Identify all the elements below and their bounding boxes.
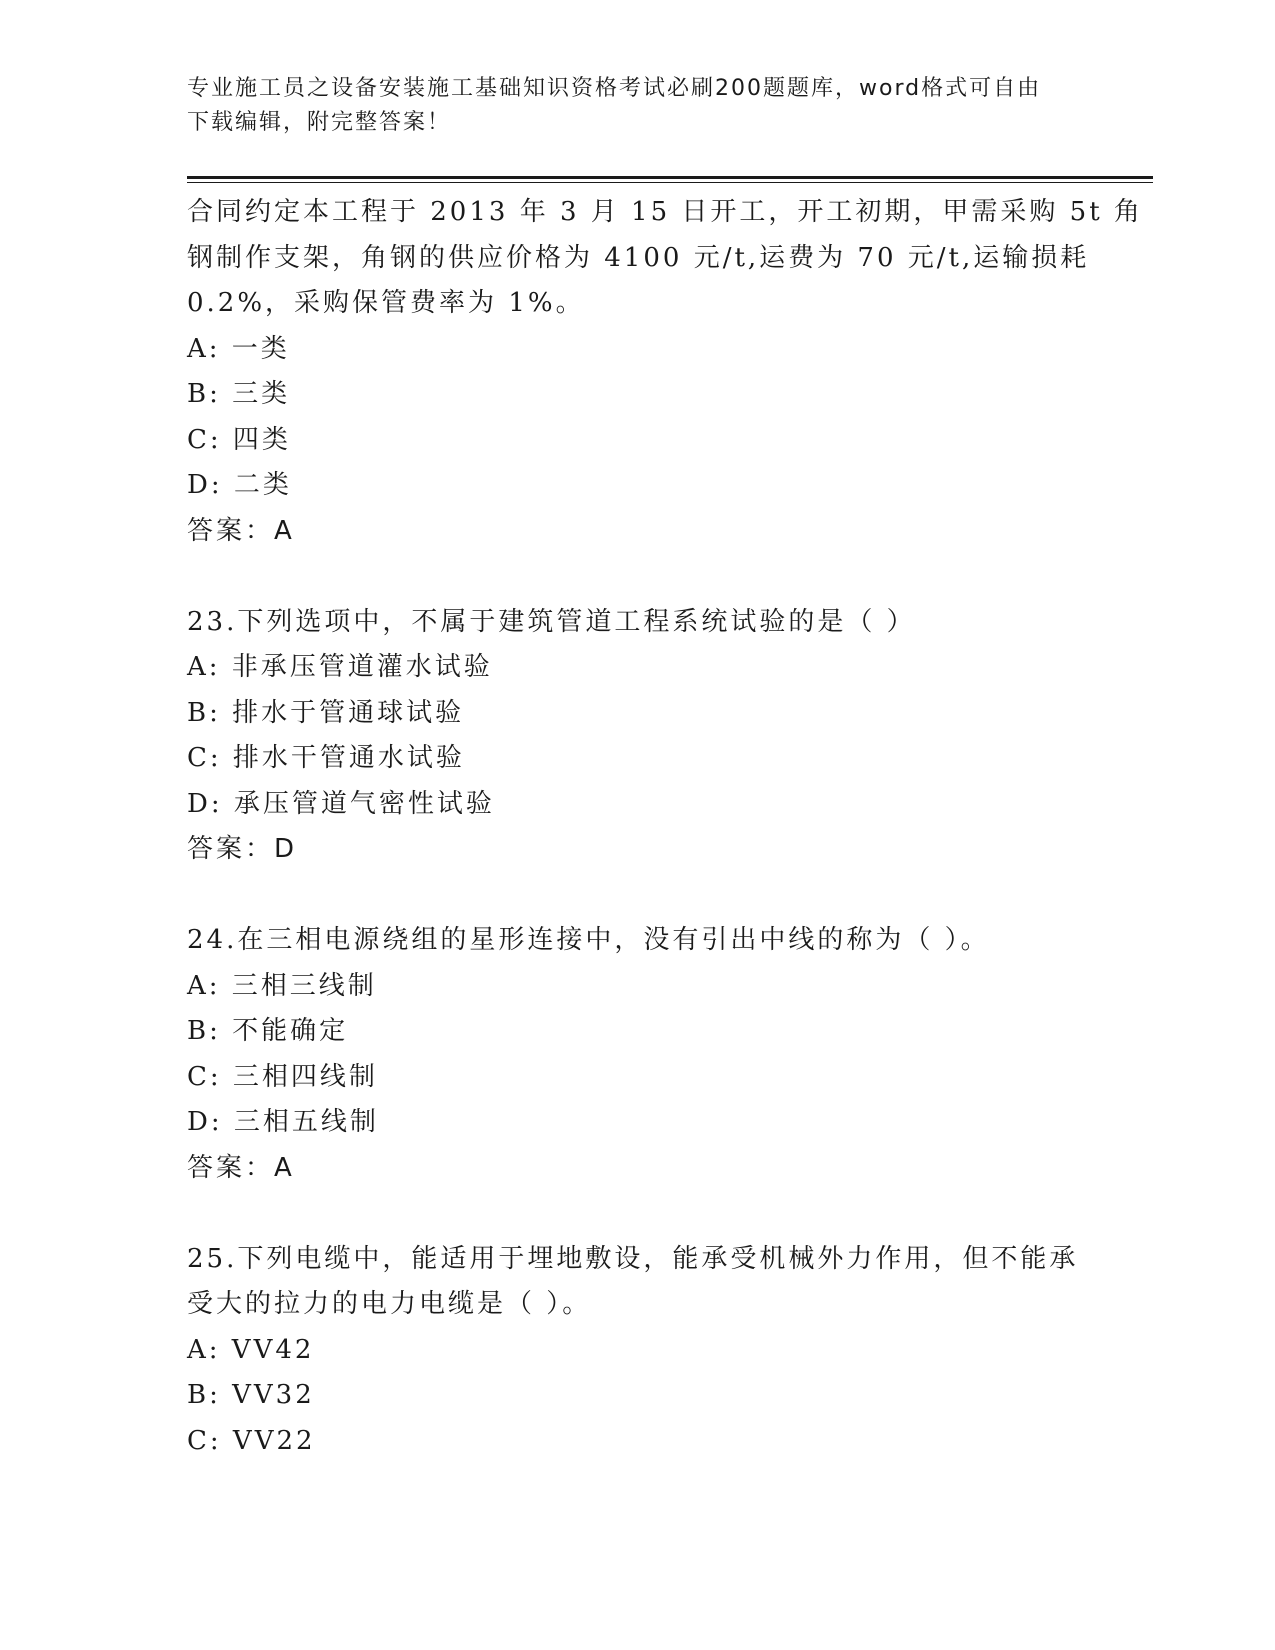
option-a: A: 三相三线制 xyxy=(187,970,377,1001)
option-d: D: 三相五线制 xyxy=(187,1107,379,1137)
document-header xyxy=(187,72,1067,140)
question-stem: 23.下列选项中，不属于建筑管道工程系统试验的是（ ） xyxy=(187,606,916,637)
question-stem: 钢制作支架，角钢的供应价格为 4100 元/t,运费为 70 元/t,运输损耗 xyxy=(187,242,1090,273)
question-22 xyxy=(187,190,1143,554)
option-d: D: 二类 xyxy=(187,470,292,500)
spacer xyxy=(187,873,1087,919)
header-line-1: 专业施工员之设备安装施工基础知识资格考试必刷200题题库，word格式可自由 xyxy=(187,76,1042,101)
header-line-2: 下载编辑，附完整答案！ xyxy=(187,110,452,135)
option-b: B: 排水于管通球试验 xyxy=(187,697,465,728)
option-a: A: 一类 xyxy=(187,333,290,364)
answer: 答案：A xyxy=(187,1152,295,1183)
answer: 答案：A xyxy=(187,515,295,546)
question-24 xyxy=(187,918,1087,1191)
option-b: B: 不能确定 xyxy=(187,1016,349,1046)
header-divider-thick xyxy=(187,176,1153,179)
answer: 答案：D xyxy=(187,834,298,864)
option-b: B: VV32 xyxy=(187,1380,315,1410)
option-a: A: VV42 xyxy=(187,1334,315,1365)
question-stem: 25.下列电缆中，能适用于埋地敷设，能承受机械外力作用，但不能承 xyxy=(187,1243,1079,1274)
option-c: C: 排水干管通水试验 xyxy=(187,743,465,773)
option-b: B: 三类 xyxy=(187,379,291,409)
option-c: C: 三相四线制 xyxy=(187,1061,378,1092)
spacer xyxy=(187,554,1087,600)
question-23 xyxy=(187,600,1087,873)
question-list xyxy=(187,190,1143,1464)
question-25 xyxy=(187,1237,1087,1465)
question-stem: 24.在三相电源绕组的星形连接中，没有引出中线的称为（ ）。 xyxy=(187,925,990,955)
spacer xyxy=(187,1191,1087,1237)
question-stem: 受大的拉力的电力电缆是（ ）。 xyxy=(187,1289,592,1319)
question-stem: 合同约定本工程于 2013 年 3 月 15 日开工，开工初期，甲需采购 5t 角 xyxy=(187,197,1143,227)
option-d: D: 承压管道气密性试验 xyxy=(187,788,495,819)
option-a: A: 非承压管道灌水试验 xyxy=(187,652,493,682)
option-c: C: VV22 xyxy=(187,1425,316,1456)
option-c: C: 四类 xyxy=(187,424,291,455)
question-stem: 0.2%，采购保管费率为 1%。 xyxy=(187,288,585,318)
header-divider-thin xyxy=(187,182,1153,183)
